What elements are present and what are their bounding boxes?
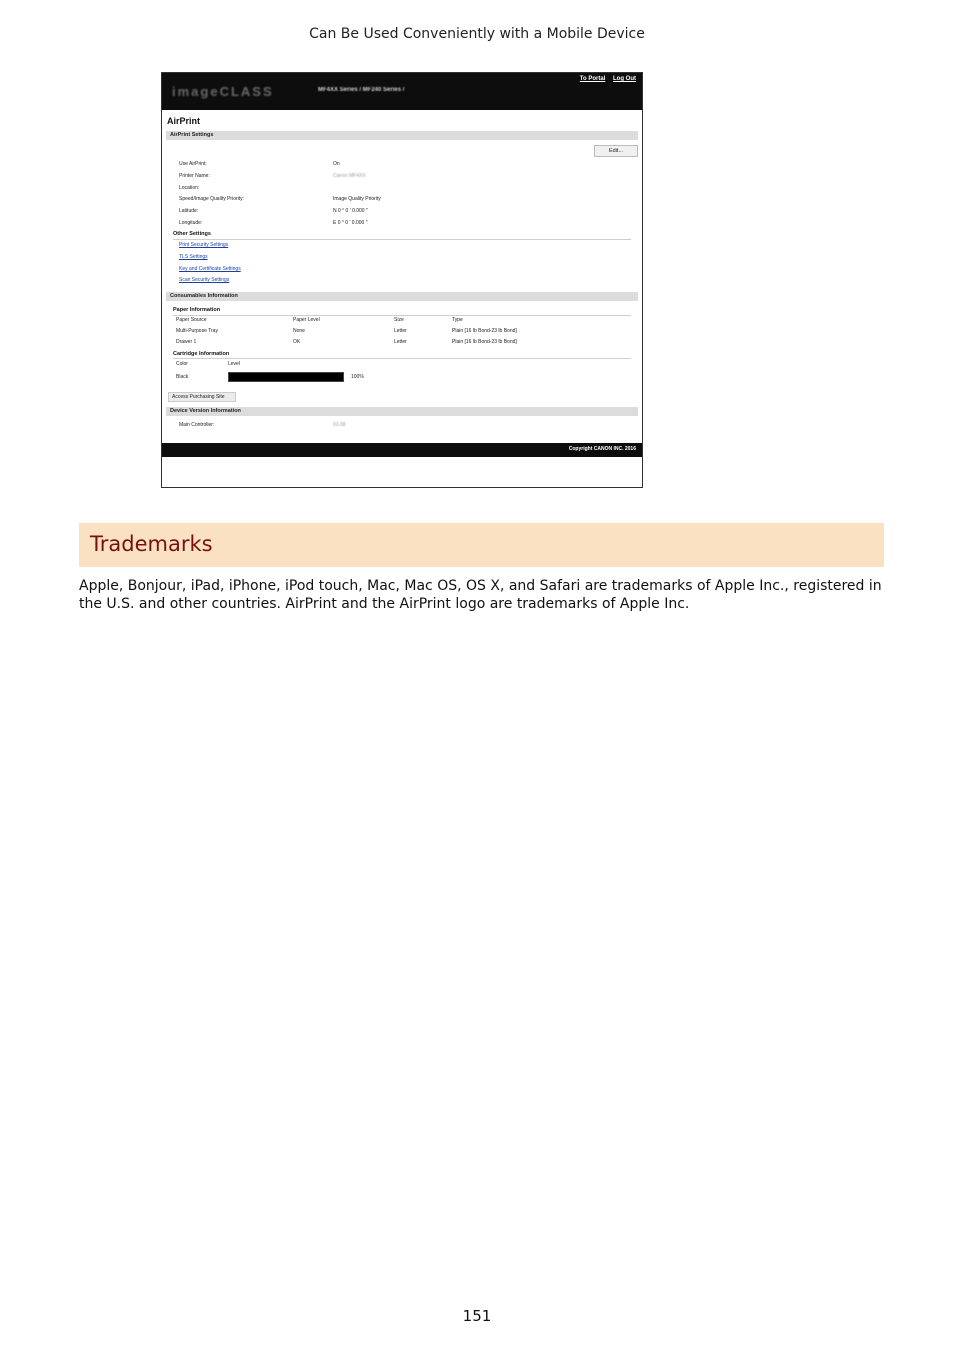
table-cell: None [293, 328, 305, 334]
field-label: Latitude: [179, 208, 199, 214]
table-cell: Drawer 1 [176, 339, 197, 345]
divider [173, 358, 631, 359]
field-label: Speed/Image Quality Priority: [179, 196, 245, 202]
table-cell: Multi-Purpose Tray [176, 328, 218, 334]
field-value: N 0 ° 0 ' 0.000 " [333, 208, 368, 214]
main-controller-value: 03.08 [333, 422, 346, 428]
log-out-link[interactable]: Log Out [613, 76, 636, 82]
field-value: E 0 ° 0 ' 0.000 " [333, 220, 368, 226]
model-name: MF4XX Series / MF240 Series / [318, 87, 405, 93]
divider [173, 315, 631, 316]
cartridge-color: Black [176, 374, 189, 380]
field-value: Image Quality Priority [333, 196, 381, 202]
airprint-settings-heading: AirPrint Settings [166, 131, 638, 140]
print-security-settings-link[interactable]: Print Security Settings [179, 242, 229, 248]
field-value: On [333, 161, 340, 167]
table-cell: OK [293, 339, 301, 345]
column-header: Size [394, 317, 404, 323]
table-cell: Plain [16 lb Bond-23 lb Bond] [452, 339, 517, 345]
field-label: Location: [179, 185, 200, 191]
device-version-heading: Device Version Information [166, 407, 638, 416]
remote-ui-screenshot [161, 72, 643, 488]
footer-bar [162, 443, 642, 457]
field-value: Canon MF4XX [333, 173, 366, 179]
copyright: Copyright CANON INC. 2016 [568, 446, 636, 452]
main-controller-label: Main Controller: [179, 422, 215, 428]
trademarks-heading-box [79, 523, 884, 567]
page-header: Can Be Used Conveniently with a Mobile Device [309, 26, 645, 42]
page-number: 151 [462, 1307, 492, 1325]
scan-security-settings-link[interactable]: Scan Security Settings [179, 277, 230, 283]
top-links [574, 76, 636, 82]
tls-settings-link[interactable]: TLS Settings [179, 254, 208, 260]
column-header: Paper Source [176, 317, 207, 323]
column-header: Level [228, 361, 240, 367]
cartridge-information-heading: Cartridge Information [173, 351, 230, 357]
section-title: Trademarks [90, 532, 213, 556]
toner-level-bar [228, 372, 344, 382]
toner-level-value: 100% [351, 374, 364, 380]
edit-button[interactable]: Edit... [594, 145, 638, 157]
other-settings-heading: Other Settings [173, 231, 211, 237]
access-purchasing-site-button[interactable]: Access Purchasing Site [168, 392, 236, 402]
field-label: Longitude: [179, 220, 203, 226]
divider [173, 239, 631, 240]
key-certificate-settings-link[interactable]: Key and Certificate Settings [179, 266, 241, 272]
paper-information-heading: Paper Information [173, 307, 221, 313]
top-bar [162, 73, 642, 110]
to-portal-link[interactable]: To Portal [579, 76, 606, 82]
brand-logo: imageCLASS [172, 84, 274, 99]
column-header: Type [452, 317, 463, 323]
field-label: Use AirPrint: [179, 161, 207, 167]
column-header: Color [176, 361, 188, 367]
consumables-heading: Consumables Information [166, 292, 638, 301]
table-cell: Letter [394, 328, 407, 334]
column-header: Paper Level [293, 317, 320, 323]
table-cell: Plain [16 lb Bond-23 lb Bond] [452, 328, 517, 334]
table-cell: Letter [394, 339, 407, 345]
page-title: AirPrint [167, 116, 201, 126]
trademarks-text: Apple, Bonjour, iPad, iPhone, iPod touch, Mac, Mac OS, OS X, and Safari are trademarks of Apple Inc., registered in the U.S. and other countries. AirPrint and the AirPrint logo are trademarks of Apple Inc. [79, 578, 882, 612]
field-label: Printer Name: [179, 173, 210, 179]
